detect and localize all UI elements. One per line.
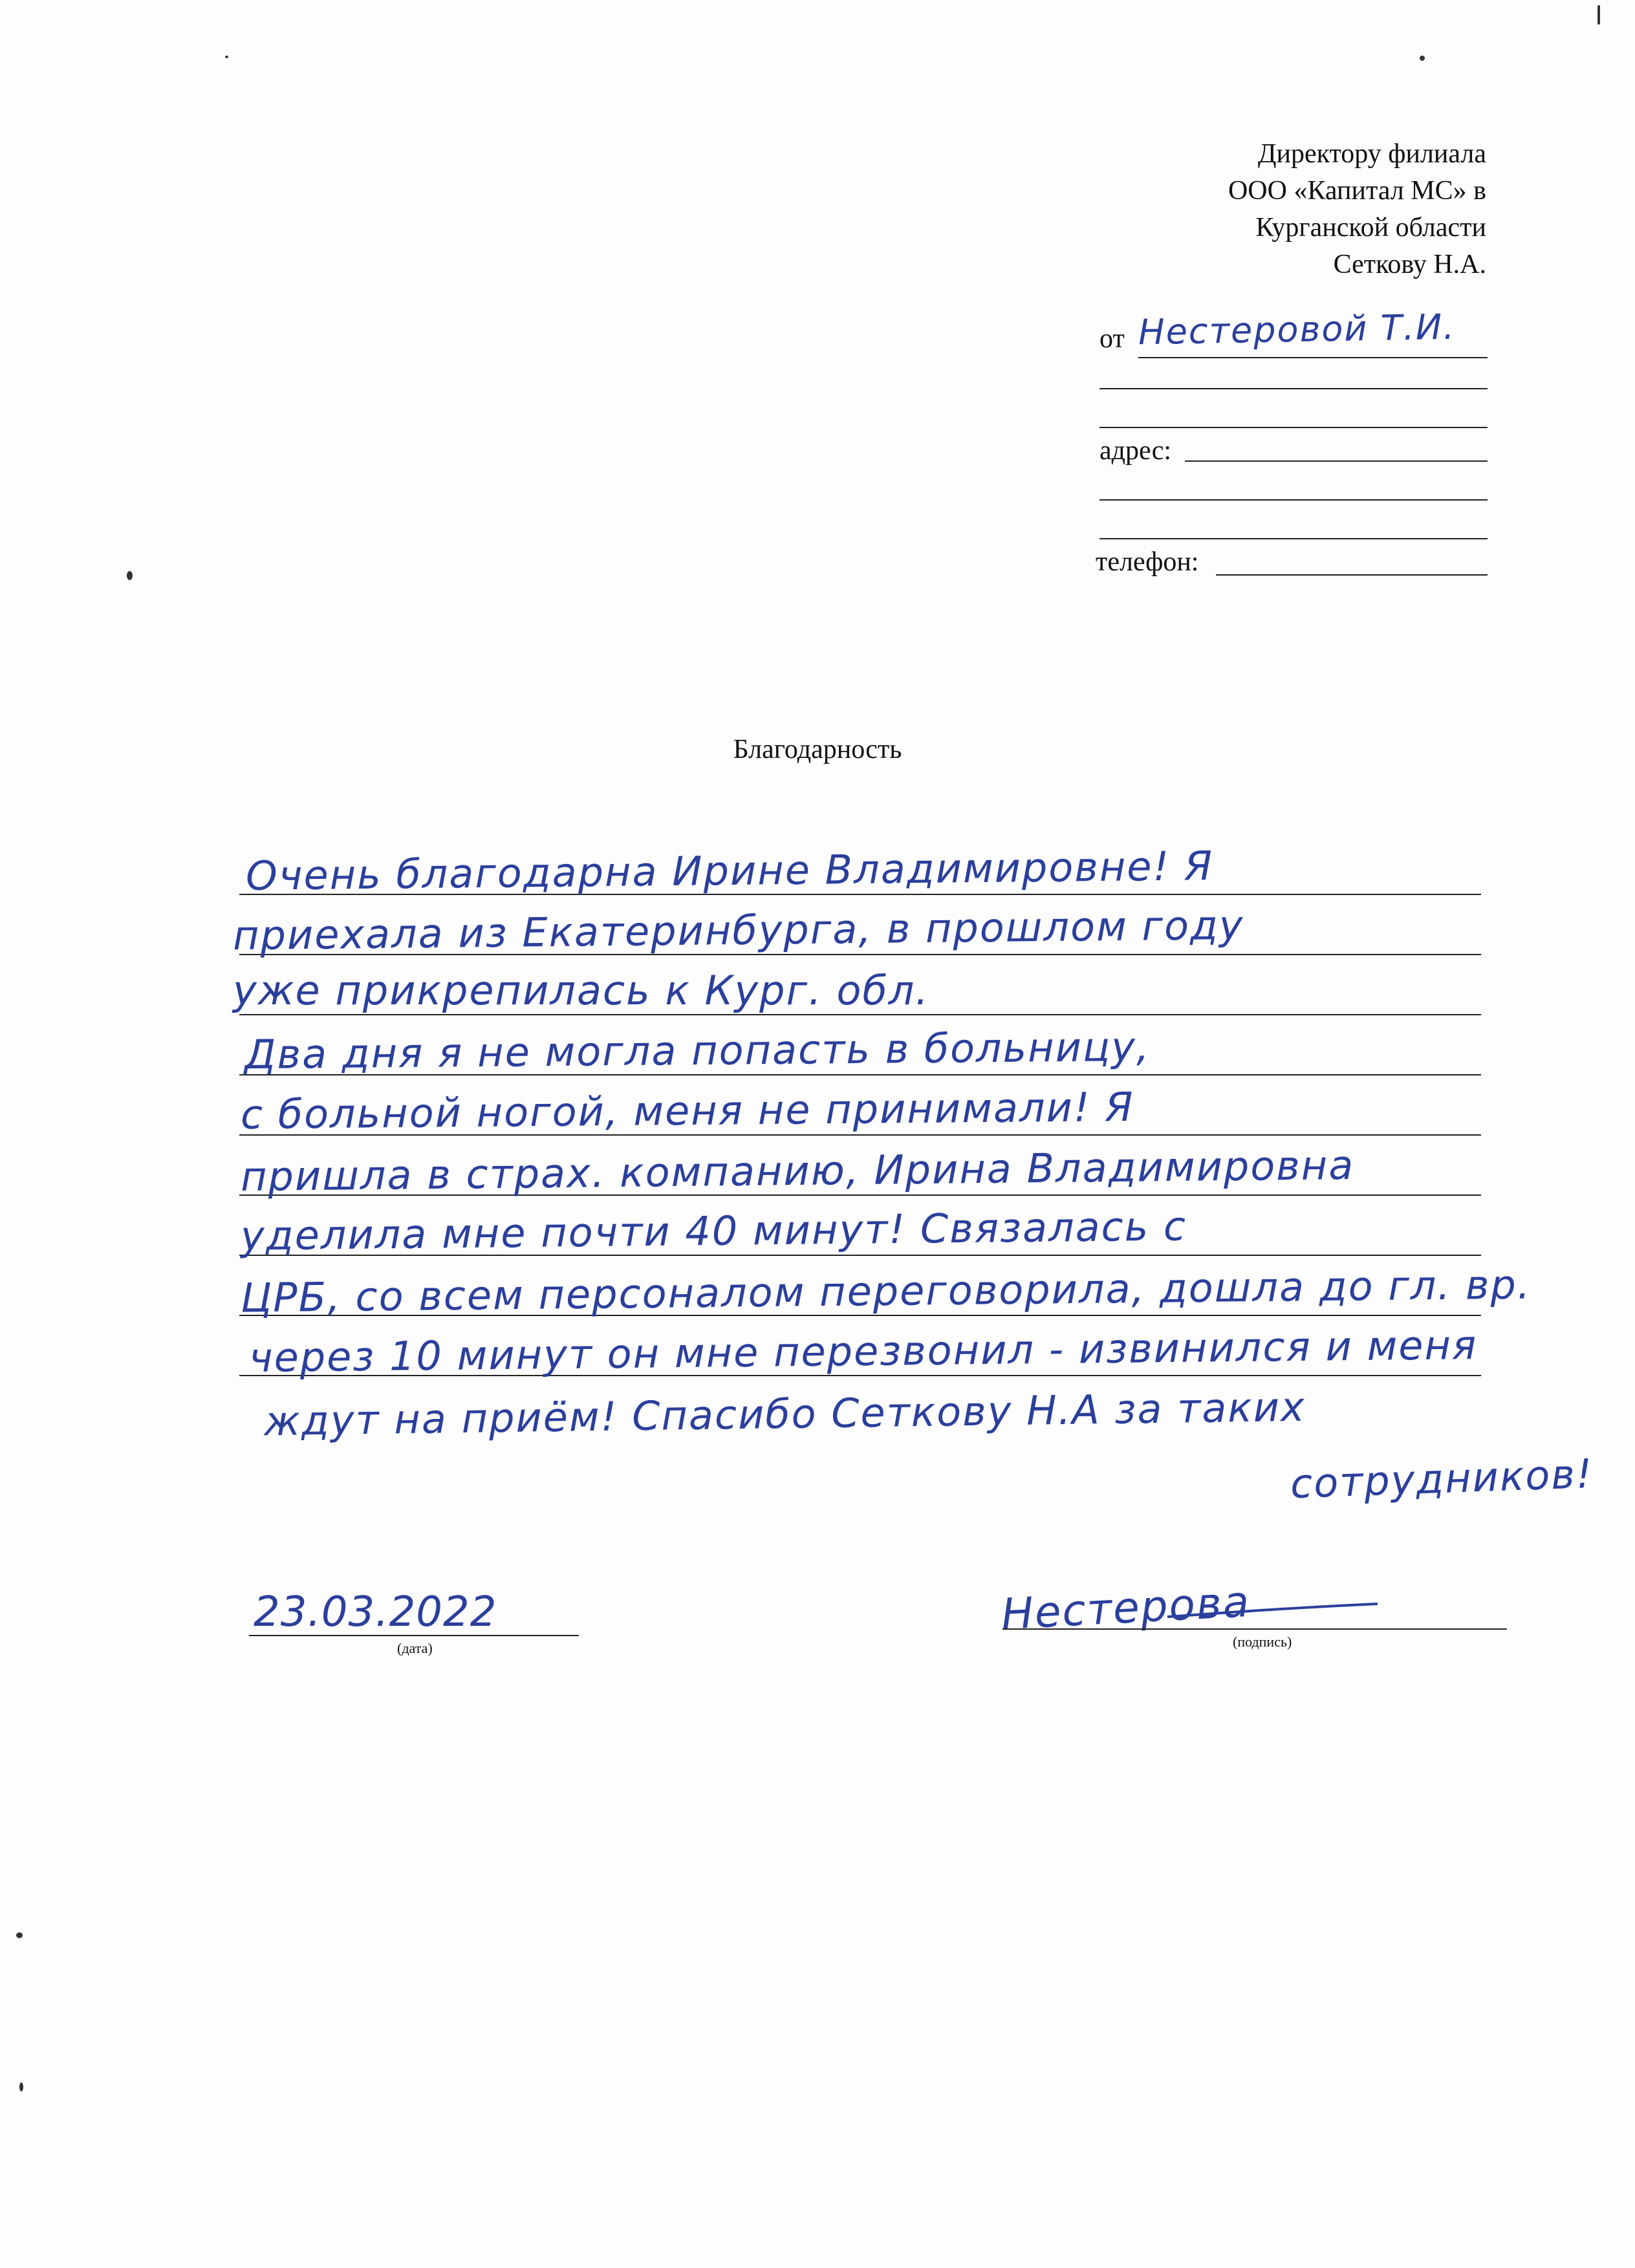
signature-flourish	[1164, 1591, 1384, 1630]
date-value: 23.03.2022	[254, 1588, 497, 1636]
address-label: адрес:	[1099, 436, 1172, 466]
handwritten-line: ждут на приём! Спасибо Сеткову Н.А за таких	[263, 1383, 1306, 1445]
date-rule	[249, 1635, 579, 1636]
scan-speck	[1597, 5, 1600, 25]
addressee-line-4: Сеткову Н.А.	[1333, 250, 1486, 279]
scan-speck	[1420, 56, 1425, 61]
signature: Нестерова	[1000, 1576, 1251, 1640]
handwritten-line: Два дня я не могла попасть в больницу,	[244, 1022, 1151, 1079]
from-label: от	[1099, 324, 1125, 354]
from-rule	[1138, 357, 1488, 358]
handwritten-line: с больной ногой, меня не принимали! Я	[240, 1083, 1134, 1139]
sender-rule-3	[1099, 427, 1488, 428]
handwritten-line: уже прикрепилась к Кург. обл.	[233, 967, 930, 1014]
scan-speck	[16, 1932, 23, 1938]
scan-speck	[19, 2082, 23, 2091]
signature-caption: (подпись)	[1233, 1634, 1292, 1650]
addressee-line-3: Курганской области	[1255, 213, 1486, 243]
scan-speck	[127, 571, 133, 580]
handwritten-line: уделила мне почти 40 минут! Связалась с	[240, 1202, 1187, 1260]
date-caption: (дата)	[397, 1640, 433, 1656]
writing-rule	[239, 1014, 1481, 1015]
handwritten-line: сотрудников!	[1289, 1449, 1594, 1508]
addressee-block	[904, 136, 1486, 283]
sender-rule-2	[1099, 388, 1488, 389]
phone-rule	[1216, 574, 1488, 576]
addressee-line-1: Директору филиала	[1257, 139, 1486, 169]
address-rule	[1185, 460, 1488, 462]
handwritten-line: ЦРБ, со всем персоналом переговорила, дошла до гл. вр.	[240, 1260, 1532, 1322]
from-value: Нестеровой Т.И.	[1138, 306, 1456, 353]
handwritten-line: Очень благодарна Ирине Владимировне! Я	[245, 842, 1214, 900]
addressee-line-2: ООО «Капитал МС» в	[1228, 176, 1486, 206]
scan-speck	[225, 56, 228, 58]
document-title: Благодарность	[733, 735, 902, 764]
phone-label: телефон:	[1096, 547, 1199, 577]
sender-rule-5	[1099, 499, 1488, 501]
signature-rule	[1002, 1628, 1507, 1630]
handwritten-line: приехала из Екатеринбурга, в прошлом году	[232, 901, 1244, 960]
sender-rule-6	[1099, 538, 1488, 539]
handwritten-line: пришла в страх. компанию, Ирина Владимировна	[240, 1141, 1355, 1201]
handwritten-line: через 10 минут он мне перезвонил - извинился и меня	[248, 1321, 1478, 1381]
